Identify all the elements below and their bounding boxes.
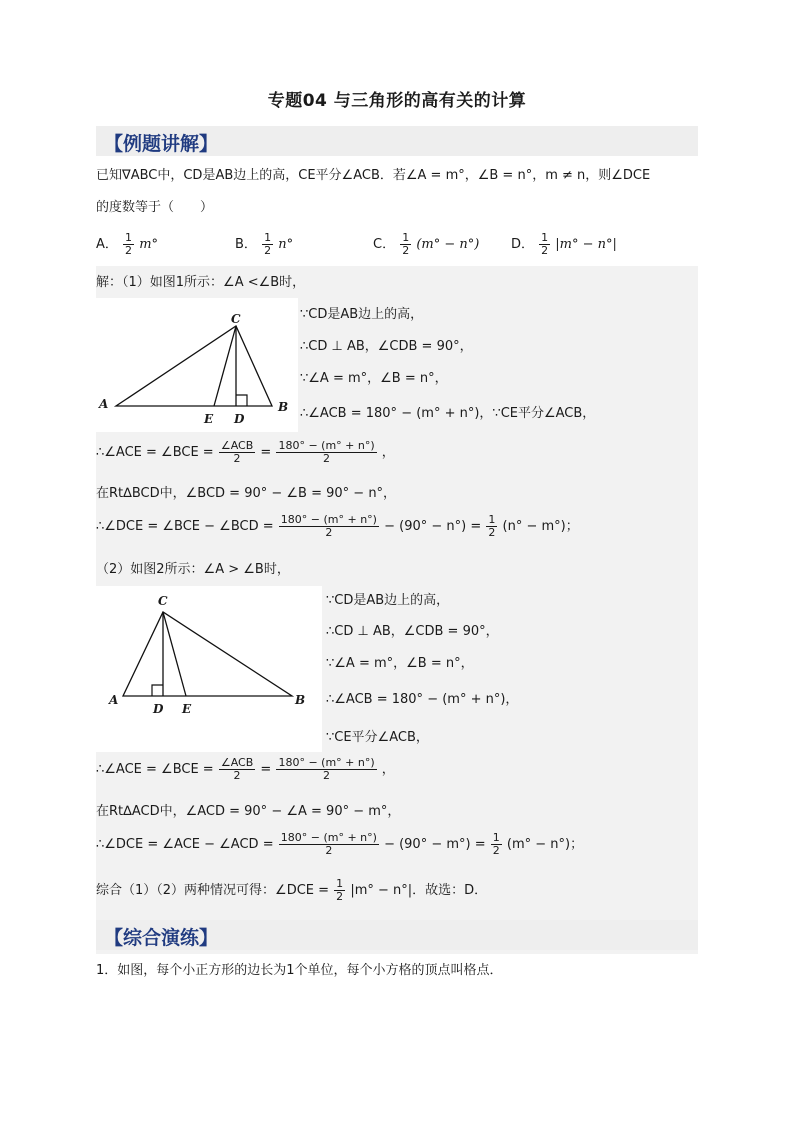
case1-right-line-1: ∵CD是AB边上的高，: [300, 307, 424, 322]
fig1-label-a: A: [99, 397, 109, 411]
fig2-label-a: A: [109, 693, 119, 707]
option-d-label: D．: [511, 237, 535, 252]
case2-heading: （2）如图2所示：∠A > ∠B时，: [96, 562, 290, 577]
option-c-label: C．: [373, 237, 396, 252]
option-a: [96, 232, 158, 257]
section-header-examples: [96, 126, 698, 156]
case1-right-line-4: ∴∠ACB = 180° − (m° + n°)，∵CE平分∠ACB，: [300, 406, 596, 421]
option-c-fraction: $\frac{1}{2}$: [402, 231, 410, 257]
fig2-label-e: E: [182, 702, 192, 716]
option-d: [511, 232, 617, 257]
case2-right-line-4: ∴∠ACB = 180° − (m° + n°)，: [326, 692, 519, 707]
conclusion-line: 综合（1）（2）两种情况可得：∠DCE = $\frac{1}{2}$ |m° − n°|．故选：D．: [96, 877, 488, 903]
section-header-practice-label: 【综合演练】: [104, 927, 219, 949]
case1-right-line-2: ∴CD ⊥ AB，∠CDB = 90°，: [300, 339, 473, 354]
figure-2: [96, 586, 322, 752]
option-b: [235, 232, 293, 257]
case2-right-line-5: ∵CE平分∠ACB，: [326, 730, 429, 745]
option-d-expr: |m° − n°|: [555, 237, 617, 252]
case1-heading: 解：（1）如图1所示：∠A <∠B时，: [96, 275, 306, 290]
figure-1: [96, 298, 298, 432]
case2-right-line-2: ∴CD ⊥ AB，∠CDB = 90°，: [326, 624, 499, 639]
option-b-fraction: $\frac{1}{2}$: [264, 231, 272, 257]
question-line-1: 已知∇ABC中，CD是AB边上的高，CE平分∠ACB．若∠A = m°，∠B = n°，m ≠ n，则∠DCE: [96, 168, 651, 183]
option-d-fraction: $\frac{1}{2}$: [541, 231, 549, 257]
figure-2-triangle: [96, 586, 322, 752]
fig1-label-e: E: [204, 412, 214, 426]
case2-right-line-1: ∵CD是AB边上的高，: [326, 593, 450, 608]
fig1-label-d: D: [234, 412, 245, 426]
option-c: [373, 232, 479, 257]
case1-right-line-3: ∵∠A = m°，∠B = n°，: [300, 371, 448, 386]
fig1-label-c: C: [231, 312, 241, 326]
section-header-practice: [96, 920, 698, 950]
option-a-fraction: $\frac{1}{2}$: [125, 231, 133, 257]
fig2-label-c: C: [158, 594, 168, 608]
fig1-label-b: B: [278, 400, 289, 414]
option-c-expr: (m° − n°): [416, 237, 480, 252]
case2-equation-2: ∴∠DCE = ∠ACE − ∠ACD = $\frac{180^\circ - (m^\circ + n^\circ)}{2}$ − (90° − m°) = $\frac{1}{2}$ (m° − n°)；: [96, 831, 584, 857]
option-b-expr: n°: [278, 237, 294, 252]
case2-right-line-3: ∵∠A = m°，∠B = n°，: [326, 656, 474, 671]
case2-equation-1: ∴∠ACE = ∠BCE = $\frac{\text{∠ACB}}{2}$ = $\frac{180^\circ - (m^\circ + n^\circ)}{2}$ ，: [96, 756, 395, 782]
case1-right-triangle-line: 在Rt∆BCD中，∠BCD = 90° − ∠B = 90° − n°，: [96, 486, 397, 501]
section-header-examples-label: 【例题讲解】: [104, 133, 219, 155]
figure-1-triangle: [96, 298, 298, 432]
fig2-label-b: B: [295, 693, 306, 707]
exercise-1-text: 1．如图，每个小正方形的边长为1个单位，每个小方格的顶点叫格点．: [96, 963, 503, 978]
case2-right-triangle-line: 在Rt∆ACD中，∠ACD = 90° − ∠A = 90° − m°，: [96, 804, 401, 819]
option-a-expr: m°: [139, 237, 159, 252]
question-line-2: 的度数等于（ ）: [96, 200, 214, 215]
option-a-label: A．: [96, 237, 118, 252]
option-b-label: B．: [235, 237, 257, 252]
case1-equation-1: ∴∠ACE = ∠BCE = $\frac{\text{∠ACB}}{2}$ = $\frac{180^\circ - (m^\circ + n^\circ)}{2}$ ，: [96, 439, 395, 465]
case1-equation-2: ∴∠DCE = ∠BCE − ∠BCD = $\frac{180^\circ - (m^\circ + n^\circ)}{2}$ − (90° − n°) = $\frac{1}{2}$ (n° − m°)；: [96, 513, 579, 539]
fig2-label-d: D: [153, 702, 164, 716]
page-title: 专题04 与三角形的高有关的计算: [267, 91, 527, 111]
